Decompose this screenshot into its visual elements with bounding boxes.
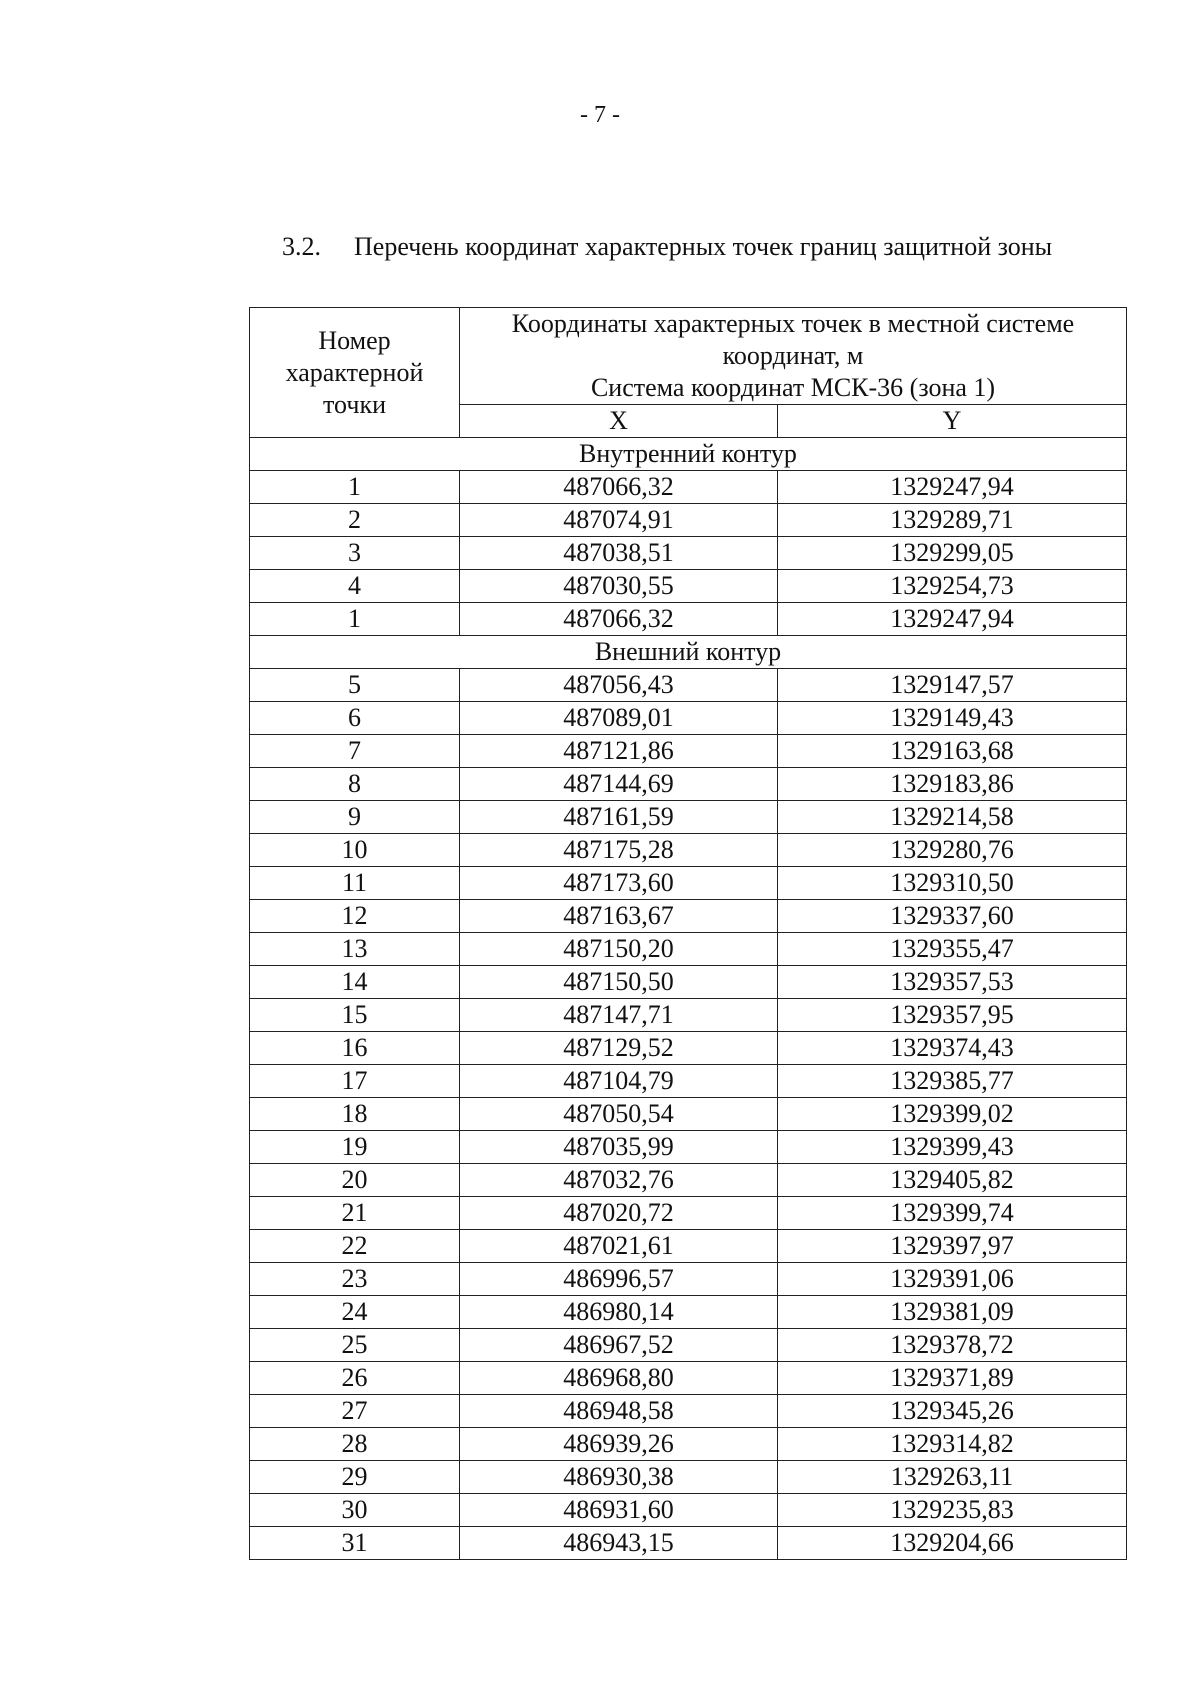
x-coordinate-cell: 486943,15: [460, 1527, 778, 1560]
point-number-cell: 19: [250, 1131, 460, 1164]
x-coordinate-cell: 487104,79: [460, 1065, 778, 1098]
table-row: [250, 999, 1127, 1032]
table-row: [250, 1164, 1127, 1197]
point-number-cell: 1: [250, 603, 460, 636]
coordinates-header-line: Система координат МСК-36 (зона 1): [590, 373, 996, 402]
point-number-cell: 20: [250, 1164, 460, 1197]
table-row: [250, 504, 1127, 537]
table-row: [250, 702, 1127, 735]
x-coordinate-cell: 487150,50: [460, 966, 778, 999]
x-coordinate-cell: 487150,20: [460, 933, 778, 966]
coordinates-header-line: Координаты характерных точек в местной системе: [511, 309, 1075, 338]
table-row: [250, 1527, 1127, 1560]
y-coordinate-cell: 1329163,68: [778, 735, 1127, 768]
x-coordinate-cell: 486931,60: [460, 1494, 778, 1527]
x-coordinate-cell: 487121,86: [460, 735, 778, 768]
y-coordinate-cell: 1329204,66: [778, 1527, 1127, 1560]
y-coordinate-cell: 1329385,77: [778, 1065, 1127, 1098]
table-row: [250, 867, 1127, 900]
y-coordinate-cell: 1329405,82: [778, 1164, 1127, 1197]
point-number-cell: 16: [250, 1032, 460, 1065]
point-number-cell: 15: [250, 999, 460, 1032]
table-row: [250, 933, 1127, 966]
y-coordinate-cell: 1329357,95: [778, 999, 1127, 1032]
section-row: [250, 636, 1127, 669]
y-coordinate-cell: 1329314,82: [778, 1428, 1127, 1461]
table-row: [250, 1197, 1127, 1230]
section-title: Внутренний контур: [250, 438, 1127, 471]
y-coordinate-cell: 1329355,47: [778, 933, 1127, 966]
x-coordinate-cell: 486939,26: [460, 1428, 778, 1461]
x-coordinate-cell: 487035,99: [460, 1131, 778, 1164]
table-row: [250, 603, 1127, 636]
x-coordinate-cell: 487163,67: [460, 900, 778, 933]
section-row: [250, 438, 1127, 471]
point-number-cell: 6: [250, 702, 460, 735]
y-coordinate-cell: 1329147,57: [778, 669, 1127, 702]
y-coordinate-cell: 1329289,71: [778, 504, 1127, 537]
y-coordinate-cell: 1329378,72: [778, 1329, 1127, 1362]
point-number-header-line: точки: [323, 389, 386, 419]
point-number-cell: 10: [250, 834, 460, 867]
x-coordinate-cell: 487020,72: [460, 1197, 778, 1230]
x-coordinate-cell: 487175,28: [460, 834, 778, 867]
x-coordinate-cell: 486930,38: [460, 1461, 778, 1494]
table-row: [250, 801, 1127, 834]
section-heading: [282, 232, 1052, 262]
table-row: [250, 1230, 1127, 1263]
point-number-cell: 18: [250, 1098, 460, 1131]
x-coordinate-cell: 487129,52: [460, 1032, 778, 1065]
table-row: [250, 1098, 1127, 1131]
table-body: [250, 438, 1127, 1560]
section-number: 3.2.: [282, 232, 321, 261]
y-coordinate-cell: 1329399,43: [778, 1131, 1127, 1164]
table-row: [250, 570, 1127, 603]
table-row: [250, 537, 1127, 570]
section-title: Перечень координат характерных точек границ защитной зоны: [354, 232, 1053, 261]
table-row: [250, 1329, 1127, 1362]
point-number-cell: 24: [250, 1296, 460, 1329]
y-coordinate-cell: 1329299,05: [778, 537, 1127, 570]
table-row: [250, 1131, 1127, 1164]
x-coordinate-cell: 486948,58: [460, 1395, 778, 1428]
table-row: [250, 900, 1127, 933]
section-title: Внешний контур: [250, 636, 1127, 669]
point-number-cell: 1: [250, 471, 460, 504]
y-coordinate-cell: 1329337,60: [778, 900, 1127, 933]
point-number-cell: 30: [250, 1494, 460, 1527]
table-row: [250, 1395, 1127, 1428]
table-row: [250, 735, 1127, 768]
y-coordinate-cell: 1329345,26: [778, 1395, 1127, 1428]
x-coordinate-cell: 487161,59: [460, 801, 778, 834]
table-row: [250, 834, 1127, 867]
y-column-header: Y: [778, 405, 1127, 438]
x-coordinate-cell: 487056,43: [460, 669, 778, 702]
table-row: [250, 1494, 1127, 1527]
point-number-header-line: Номер: [318, 325, 391, 355]
y-coordinate-cell: 1329235,83: [778, 1494, 1127, 1527]
point-number-cell: 28: [250, 1428, 460, 1461]
x-coordinate-cell: 487030,55: [460, 570, 778, 603]
x-coordinate-cell: 487074,91: [460, 504, 778, 537]
x-coordinate-cell: 486967,52: [460, 1329, 778, 1362]
table-row: [250, 669, 1127, 702]
x-coordinate-cell: 487066,32: [460, 603, 778, 636]
y-coordinate-cell: 1329247,94: [778, 471, 1127, 504]
page-number: - 7 -: [580, 102, 620, 128]
y-coordinate-cell: 1329371,89: [778, 1362, 1127, 1395]
table-row: [250, 1263, 1127, 1296]
x-column-header: X: [460, 405, 778, 438]
x-coordinate-cell: 487147,71: [460, 999, 778, 1032]
point-number-cell: 8: [250, 768, 460, 801]
y-coordinate-cell: 1329381,09: [778, 1296, 1127, 1329]
table-row: [250, 1296, 1127, 1329]
point-number-cell: 22: [250, 1230, 460, 1263]
table-row: [250, 768, 1127, 801]
x-coordinate-cell: 486968,80: [460, 1362, 778, 1395]
x-coordinate-cell: 487066,32: [460, 471, 778, 504]
point-number-cell: 13: [250, 933, 460, 966]
y-coordinate-cell: 1329399,74: [778, 1197, 1127, 1230]
y-coordinate-cell: 1329183,86: [778, 768, 1127, 801]
y-coordinate-cell: 1329357,53: [778, 966, 1127, 999]
y-coordinate-cell: 1329399,02: [778, 1098, 1127, 1131]
y-coordinate-cell: 1329310,50: [778, 867, 1127, 900]
point-number-cell: 14: [250, 966, 460, 999]
x-coordinate-cell: 487144,69: [460, 768, 778, 801]
table-row: [250, 1461, 1127, 1494]
point-number-cell: 2: [250, 504, 460, 537]
y-coordinate-cell: 1329391,06: [778, 1263, 1127, 1296]
table-row: [250, 1362, 1127, 1395]
y-coordinate-cell: 1329263,11: [778, 1461, 1127, 1494]
point-number-cell: 3: [250, 537, 460, 570]
x-coordinate-cell: 486980,14: [460, 1296, 778, 1329]
point-number-cell: 25: [250, 1329, 460, 1362]
point-number-cell: 9: [250, 801, 460, 834]
y-coordinate-cell: 1329247,94: [778, 603, 1127, 636]
table-row: [250, 966, 1127, 999]
table-row: [250, 1428, 1127, 1461]
point-number-header-line: характерной: [285, 357, 424, 387]
x-coordinate-cell: 486996,57: [460, 1263, 778, 1296]
coordinates-header: [460, 308, 1127, 405]
point-number-cell: 26: [250, 1362, 460, 1395]
point-number-header: [250, 308, 460, 438]
point-number-cell: 29: [250, 1461, 460, 1494]
point-number-cell: 31: [250, 1527, 460, 1560]
y-coordinate-cell: 1329214,58: [778, 801, 1127, 834]
table-row: [250, 471, 1127, 504]
point-number-cell: 5: [250, 669, 460, 702]
point-number-cell: 27: [250, 1395, 460, 1428]
coordinates-header-line: координат, м: [722, 341, 864, 370]
x-coordinate-cell: 487173,60: [460, 867, 778, 900]
point-number-cell: 11: [250, 867, 460, 900]
point-number-cell: 4: [250, 570, 460, 603]
point-number-cell: 17: [250, 1065, 460, 1098]
x-coordinate-cell: 487032,76: [460, 1164, 778, 1197]
x-coordinate-cell: 487050,54: [460, 1098, 778, 1131]
y-coordinate-cell: 1329254,73: [778, 570, 1127, 603]
table-row: [250, 1065, 1127, 1098]
y-coordinate-cell: 1329374,43: [778, 1032, 1127, 1065]
point-number-cell: 12: [250, 900, 460, 933]
point-number-cell: 7: [250, 735, 460, 768]
x-coordinate-cell: 487089,01: [460, 702, 778, 735]
coordinates-table: [249, 307, 1127, 1560]
x-coordinate-cell: 487021,61: [460, 1230, 778, 1263]
point-number-cell: 21: [250, 1197, 460, 1230]
y-coordinate-cell: 1329149,43: [778, 702, 1127, 735]
x-coordinate-cell: 487038,51: [460, 537, 778, 570]
table-row: [250, 1032, 1127, 1065]
y-coordinate-cell: 1329397,97: [778, 1230, 1127, 1263]
y-coordinate-cell: 1329280,76: [778, 834, 1127, 867]
point-number-cell: 23: [250, 1263, 460, 1296]
